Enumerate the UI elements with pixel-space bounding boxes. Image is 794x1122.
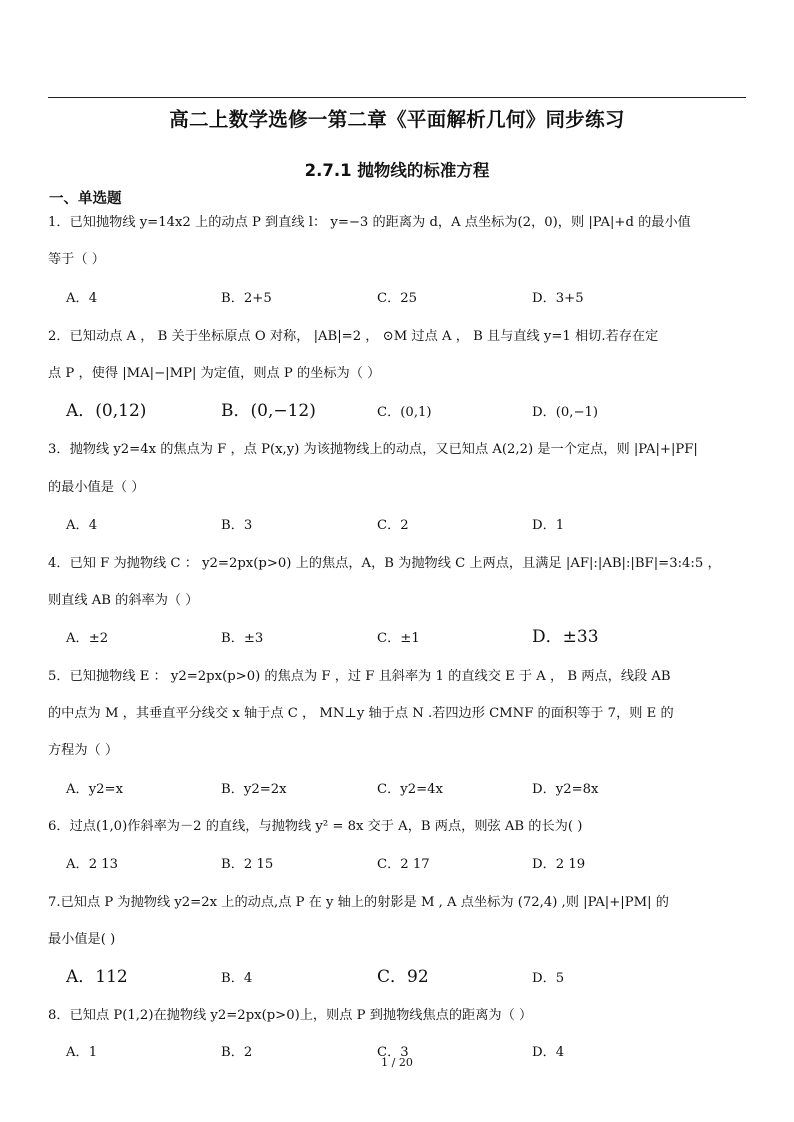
question-5-line-1: 5．已知抛物线 E ： y2=2px(p>0) 的焦点为 F ，过 F 且斜率为 1 的直线交 E 于 A ， B 两点，线段 AB — [48, 669, 671, 684]
question-3-option-c: C．2 — [377, 518, 409, 533]
question-5-line-3: 方程为（ ） — [48, 743, 119, 758]
question-8-line-1: 8．已知点 P(1,2)在抛物线 y2=2px(p>0)上，则点 P 到抛物线焦点的距离为（ ） — [48, 1008, 533, 1023]
question-5-option-c: C．y2=4x — [377, 782, 443, 797]
question-4-option-a: A．±2 — [66, 631, 109, 646]
question-3-option-b: B．3 — [221, 518, 253, 533]
question-7-line-1: 7.已知点 P 为抛物线 y2=2x 上的动点,点 P 在 y 轴上的射影是 M , A 点坐标为 (72,4) ,则 |PA|+|PM| 的 — [48, 895, 669, 910]
question-3-line-1: 3．抛物线 y2=4x 的焦点为 F ，点 P(x,y) 为该抛物线上的动点，又已知点 A(2,2) 是一个定点，则 |PA|+|PF| — [48, 442, 698, 457]
question-6-option-d: D．2 19 — [532, 857, 586, 872]
question-1-option-a: A．4 — [66, 291, 98, 306]
question-1-line-1: 1．已知抛物线 y=14x2 上的动点 P 到直线 l： y=−3 的距离为 d，A 点坐标为(2，0)，则 |PA|+d 的最小值 — [48, 215, 691, 230]
question-4-option-d: D．±33 — [532, 627, 599, 647]
page-number: 1 / 20 — [381, 1056, 413, 1069]
question-2-option-c: C．(0,1) — [377, 405, 432, 420]
question-7-option-c: C．92 — [377, 967, 429, 987]
question-6-option-a: A．2 13 — [66, 857, 119, 872]
question-2-option-d: D．(0,−1) — [532, 405, 599, 420]
document-title: 高二上数学选修一第二章《平面解析几何》同步练习 — [169, 108, 625, 131]
section-heading: 一、单选题 — [49, 191, 122, 207]
question-6-option-c: C．2 17 — [377, 857, 430, 872]
question-5-option-a: A．y2=x — [66, 782, 124, 797]
question-8-option-a: A．1 — [66, 1045, 98, 1060]
question-6-option-b: B．2 15 — [221, 857, 274, 872]
question-6-line-1: 6．过点(1,0)作斜率为－2 的直线，与抛物线 y² = 8x 交于 A，B 两点，则弦 AB 的长为( ) — [48, 819, 583, 834]
question-1-option-b: B．2+5 — [221, 291, 272, 306]
question-8-option-b: B．2 — [221, 1045, 253, 1060]
question-8-option-d: D．4 — [532, 1045, 565, 1060]
question-3-option-d: D．1 — [532, 518, 565, 533]
question-1-option-c: C．25 — [377, 291, 418, 306]
question-4-line-2: 则直线 AB 的斜率为（ ） — [48, 593, 199, 608]
question-5-option-d: D．y2=8x — [532, 782, 599, 797]
question-7-option-a: A．112 — [66, 967, 128, 987]
question-2-line-2: 点 P ，使得 |MA|−|MP| 为定值，则点 P 的坐标为（ ） — [48, 366, 381, 381]
question-2-option-a: A．(0,12) — [66, 401, 147, 421]
question-4-option-c: C．±1 — [377, 631, 420, 646]
question-4-option-b: B．±3 — [221, 631, 264, 646]
question-8-option-c: C．3 — [377, 1045, 409, 1060]
header-rule — [48, 97, 746, 98]
question-2-option-b: B．(0,−12) — [221, 401, 316, 421]
question-1-line-2: 等于（ ） — [48, 252, 105, 267]
question-4-line-1: 4．已知 F 为抛物线 C ： y2=2px(p>0) 上的焦点，A，B 为抛物线 C 上两点，且满足 |AF|:|AB|:|BF|=3:4:5 ， — [48, 556, 721, 571]
question-5-line-2: 的中点为 M ，其垂直平分线交 x 轴于点 C ， MN⊥y 轴于点 N .若四边形 CMNF 的面积等于 7，则 E 的 — [48, 706, 674, 721]
question-1-option-d: D．3+5 — [532, 291, 584, 306]
question-7-option-d: D．5 — [532, 971, 565, 986]
section-subtitle: 2.7.1 抛物线的标准方程 — [304, 161, 490, 180]
question-7-line-2: 最小值是( ) — [48, 932, 116, 947]
question-5-option-b: B．y2=2x — [221, 782, 287, 797]
question-3-option-a: A．4 — [66, 518, 98, 533]
question-2-line-1: 2．已知动点 A ， B 关于坐标原点 O 对称， |AB|=2 ， ⊙M 过点 A ， B 且与直线 y=1 相切.若存在定 — [48, 329, 659, 344]
question-7-option-b: B．4 — [221, 971, 253, 986]
question-3-line-2: 的最小值是（ ） — [48, 480, 145, 495]
